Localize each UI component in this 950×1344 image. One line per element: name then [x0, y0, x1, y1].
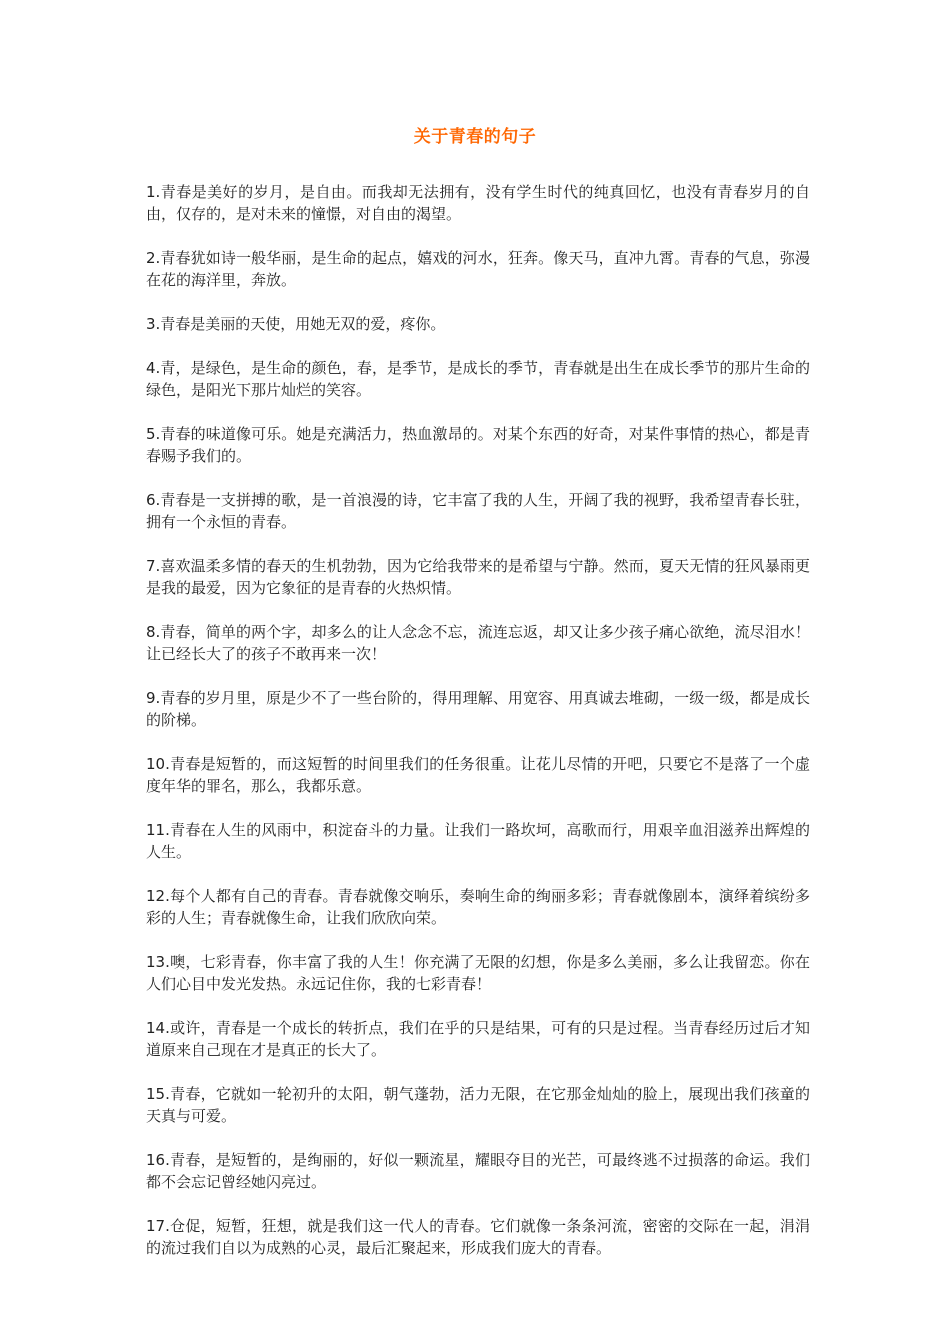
paragraph-8: 8.青春，简单的两个字，却多么的让人念念不忘，流连忘返，却又让多少孩子痛心欲绝，流尽泪水！让已经长大了的孩子不敢再来一次！	[146, 623, 810, 663]
paragraph-9: 9.青春的岁月里，原是少不了一些台阶的，得用理解、用宽容、用真诚去堆砌，一级一级，都是成长的阶梯。	[146, 689, 810, 729]
paragraph-12: 12.每个人都有自己的青春。青春就像交响乐，奏响生命的绚丽多彩；青春就像剧本，演绎着缤纷多彩的人生；青春就像生命，让我们欣欣向荣。	[146, 887, 810, 927]
document-body	[146, 181, 810, 1281]
paragraph-10: 10.青春是短暂的，而这短暂的时间里我们的任务很重。让花儿尽情的开吧，只要它不是落了一个虚度年华的罪名，那么，我都乐意。	[146, 755, 810, 795]
paragraph-5: 5.青春的味道像可乐。她是充满活力，热血激昂的。对某个东西的好奇，对某件事情的热心，都是青春赐予我们的。	[146, 425, 810, 465]
paragraph-17: 17.仓促，短暂，狂想，就是我们这一代人的青春。它们就像一条条河流，密密的交际在一起，涓涓的流过我们自以为成熟的心灵，最后汇聚起来，形成我们庞大的青春。	[146, 1217, 810, 1257]
paragraph-3: 3.青春是美丽的天使，用她无双的爱，疼你。	[146, 315, 446, 333]
paragraph-7: 7.喜欢温柔多情的春天的生机勃勃，因为它给我带来的是希望与宁静。然而，夏天无情的狂风暴雨更是我的最爱，因为它象征的是青春的火热炽情。	[146, 557, 810, 597]
paragraph-14: 14.或许，青春是一个成长的转折点，我们在乎的只是结果，可有的只是过程。当青春经历过后才知道原来自己现在才是真正的长大了。	[146, 1019, 810, 1059]
document-title: 关于青春的句子	[413, 127, 537, 147]
paragraph-11: 11.青春在人生的风雨中，积淀奋斗的力量。让我们一路坎坷，高歌而行，用艰辛血泪滋养出辉煌的人生。	[146, 821, 810, 861]
paragraph-4: 4.青，是绿色，是生命的颜色，春，是季节，是成长的季节，青春就是出生在成长季节的那片生命的绿色，是阳光下那片灿烂的笑容。	[146, 359, 810, 399]
paragraph-16: 16.青春，是短暂的，是绚丽的，好似一颗流星，耀眼夺目的光芒，可最终逃不过损落的命运。我们都不会忘记曾经她闪亮过。	[146, 1151, 810, 1191]
paragraph-1: 1.青春是美好的岁月，是自由。而我却无法拥有，没有学生时代的纯真回忆，也没有青春岁月的自由，仅存的，是对未来的憧憬，对自由的渴望。	[146, 183, 810, 223]
paragraph-2: 2.青春犹如诗一般华丽，是生命的起点，嬉戏的河水，狂奔。像天马，直冲九霄。青春的气息，弥漫在花的海洋里，奔放。	[146, 249, 810, 289]
paragraph-15: 15.青春，它就如一轮初升的太阳，朝气蓬勃，活力无限，在它那金灿灿的脸上，展现出我们孩童的天真与可爱。	[146, 1085, 810, 1125]
paragraph-6: 6.青春是一支拼搏的歌，是一首浪漫的诗，它丰富了我的人生，开阔了我的视野，我希望青春长驻，拥有一个永恒的青春。	[146, 491, 810, 531]
paragraph-13: 13.噢，七彩青春，你丰富了我的人生！你充满了无限的幻想，你是多么美丽，多么让我留恋。你在人们心目中发光发热。永远记住你，我的七彩青春！	[146, 953, 810, 993]
